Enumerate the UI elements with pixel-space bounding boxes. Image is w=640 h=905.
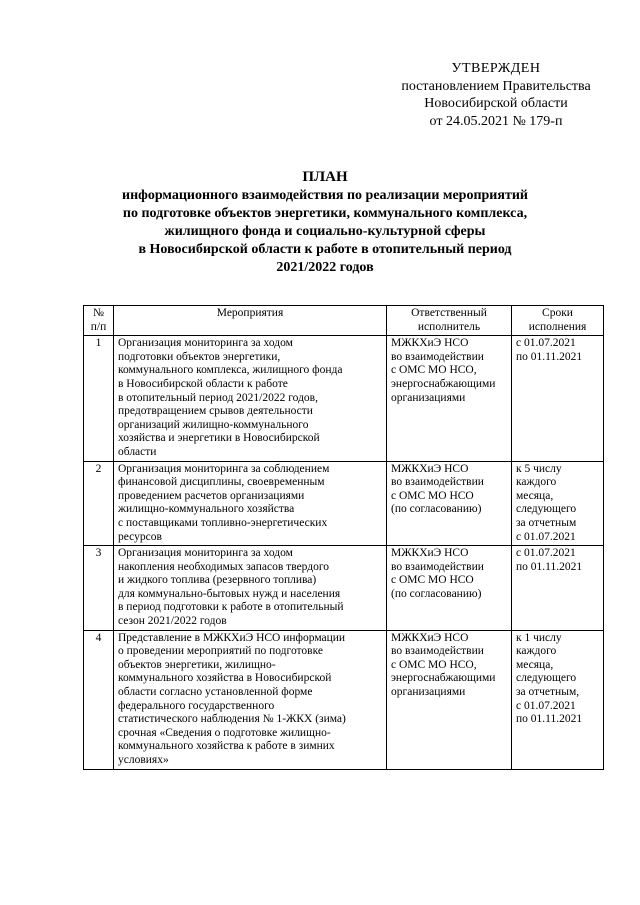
approval-line: Новосибирской области: [424, 96, 568, 111]
responsible-executor-line: (по согласованию): [391, 503, 482, 516]
event-description-line: коммунального хозяйства в Новосибирской: [118, 672, 332, 685]
approval-stamp: [385, 60, 607, 130]
approval-title: УТВЕРЖДЕН: [451, 61, 541, 76]
event-description-line: в Новосибирской области к работе: [118, 377, 288, 390]
execution-deadline-line: следующего: [516, 672, 577, 685]
event-description-line: коммунального хозяйства к работе в зимних: [118, 740, 335, 753]
responsible-executor-line: с ОМС МО НСО: [391, 574, 474, 587]
event-description-line: жилищно-коммунального хозяйства: [118, 503, 295, 516]
event-description-line: для коммунально-бытовых нужд и населения: [118, 587, 341, 600]
row-number: 2: [84, 461, 114, 546]
execution-deadline-line: каждого: [516, 476, 557, 489]
execution-deadline-line: с 01.07.2021: [516, 699, 576, 712]
event-description-line: финансовой дисциплины, своевременным: [118, 476, 325, 489]
table-row: [84, 336, 604, 461]
event-description-line: с поставщиками топливно-энергетических: [118, 516, 328, 529]
document-heading: [90, 168, 560, 277]
event-description-line: Организация мониторинга за ходом: [118, 547, 293, 560]
header-responsible: Ответственный исполнитель: [387, 306, 512, 336]
document-subtitle-line: жилищного фонда и социально-культурной сферы: [164, 224, 486, 239]
header-events: Мероприятия: [114, 306, 387, 336]
execution-deadline-line: по 01.11.2021: [516, 560, 583, 573]
event-description-line: условиях»: [118, 754, 169, 766]
execution-deadline-line: с 01.07.2021: [516, 337, 576, 350]
document-subtitle-line: информационного взаимодействия по реализации мероприятий: [122, 188, 528, 203]
event-description-line: проведением расчетов организациями: [118, 489, 305, 502]
row-number: 4: [84, 630, 114, 769]
execution-deadline: [512, 461, 604, 546]
document-subtitle-line: в Новосибирской области к работе в отопительный период: [138, 242, 512, 257]
responsible-executor-line: во взаимодействии: [391, 560, 484, 573]
execution-deadline-line: по 01.11.2021: [516, 350, 583, 363]
event-description-line: коммунального комплекса, жилищного фонда: [118, 364, 343, 377]
responsible-executor-line: с ОМС МО НСО: [391, 489, 474, 502]
event-description-line: в отопительный период 2021/2022 годов,: [118, 391, 318, 404]
table-row: [84, 461, 604, 546]
event-description-line: срочная «Сведения о подготовке жилищно-: [118, 726, 331, 739]
execution-deadline: [512, 630, 604, 769]
document-title: ПЛАН: [302, 169, 348, 185]
event-description-line: предотвращением срывов деятельности: [118, 405, 313, 418]
event-description-line: Организация мониторинга за ходом: [118, 337, 293, 350]
event-description: [114, 461, 387, 546]
event-description-line: Организация мониторинга за соблюдением: [118, 462, 330, 475]
event-description-line: области: [118, 445, 157, 458]
event-description: [114, 630, 387, 769]
approval-line: от 24.05.2021 № 179-п: [429, 113, 563, 129]
responsible-executor-line: МЖКХиЭ НСО: [391, 462, 469, 475]
responsible-executor-line: с ОМС МО НСО,: [391, 364, 477, 377]
row-number: 3: [84, 546, 114, 631]
responsible-executor-line: организациями: [391, 686, 466, 699]
execution-deadline-line: по 01.11.2021: [516, 713, 583, 726]
document-subtitle-line: 2021/2022 годов: [276, 260, 374, 275]
responsible-executor-line: во взаимодействии: [391, 645, 484, 658]
event-description-line: статистического наблюдения № 1-ЖКХ (зима): [118, 713, 346, 726]
event-description-line: ресурсов: [118, 530, 162, 543]
table-header-row: [84, 306, 604, 336]
responsible-executor: [387, 461, 512, 546]
event-description-line: организаций жилищно-коммунального: [118, 418, 309, 431]
table-row: [84, 630, 604, 769]
responsible-executor-line: энергоснабжающими: [391, 377, 496, 390]
responsible-executor: [387, 546, 512, 631]
execution-deadline-line: месяца,: [516, 489, 554, 502]
responsible-executor-line: с ОМС МО НСО,: [391, 658, 477, 671]
event-description-line: федерального государственного: [118, 699, 275, 712]
table-row: [84, 546, 604, 631]
document-subtitle-line: по подготовке объектов энергетики, коммунального комплекса,: [122, 206, 528, 221]
execution-deadline-line: за отчетным: [516, 516, 577, 529]
responsible-executor-line: (по согласованию): [391, 587, 482, 600]
responsible-executor-line: МЖКХиЭ НСО: [391, 547, 469, 560]
responsible-executor-line: МЖКХиЭ НСО: [391, 337, 469, 350]
event-description-line: Представление в МЖКХиЭ НСО информации: [118, 631, 346, 644]
event-description-line: накопления необходимых запасов твердого: [118, 560, 330, 573]
event-description-line: и жидкого топлива (резервного топлива): [118, 574, 317, 587]
event-description-line: о проведении мероприятий по подготовке: [118, 645, 324, 658]
table-body: [84, 336, 604, 769]
responsible-executor-line: МЖКХиЭ НСО: [391, 631, 469, 644]
event-description-line: хозяйства и энергетики в Новосибирской: [118, 432, 320, 445]
responsible-executor: [387, 336, 512, 461]
event-description-line: области согласно установленной форме: [118, 686, 313, 699]
event-description-line: объектов энергетики, жилищно-: [118, 658, 276, 671]
header-deadlines: Сроки исполнения: [512, 306, 604, 336]
execution-deadline-line: за отчетным,: [516, 686, 580, 699]
plan-table: [83, 305, 604, 770]
execution-deadline-line: каждого: [516, 645, 557, 658]
execution-deadline: [512, 336, 604, 461]
header-number: № п/п: [84, 306, 114, 336]
execution-deadline-line: следующего: [516, 503, 577, 516]
execution-deadline-line: месяца,: [516, 658, 554, 671]
approval-line: постановлением Правительства: [401, 78, 591, 94]
responsible-executor-line: во взаимодействии: [391, 476, 484, 489]
execution-deadline-line: к 5 числу: [516, 462, 562, 475]
execution-deadline-line: с 01.07.2021: [516, 530, 576, 543]
responsible-executor-line: организациями: [391, 391, 466, 404]
execution-deadline-line: с 01.07.2021: [516, 547, 576, 560]
event-description-line: сезон 2021/2022 годов: [118, 615, 227, 628]
event-description-line: подготовки объектов энергетики,: [118, 350, 281, 363]
event-description: [114, 336, 387, 461]
event-description-line: в период подготовки к работе в отопительный: [118, 601, 344, 614]
responsible-executor-line: во взаимодействии: [391, 350, 484, 363]
responsible-executor: [387, 630, 512, 769]
event-description: [114, 546, 387, 631]
responsible-executor-line: энергоснабжающими: [391, 672, 496, 685]
execution-deadline-line: к 1 числу: [516, 631, 562, 644]
execution-deadline: [512, 546, 604, 631]
row-number: 1: [84, 336, 114, 461]
